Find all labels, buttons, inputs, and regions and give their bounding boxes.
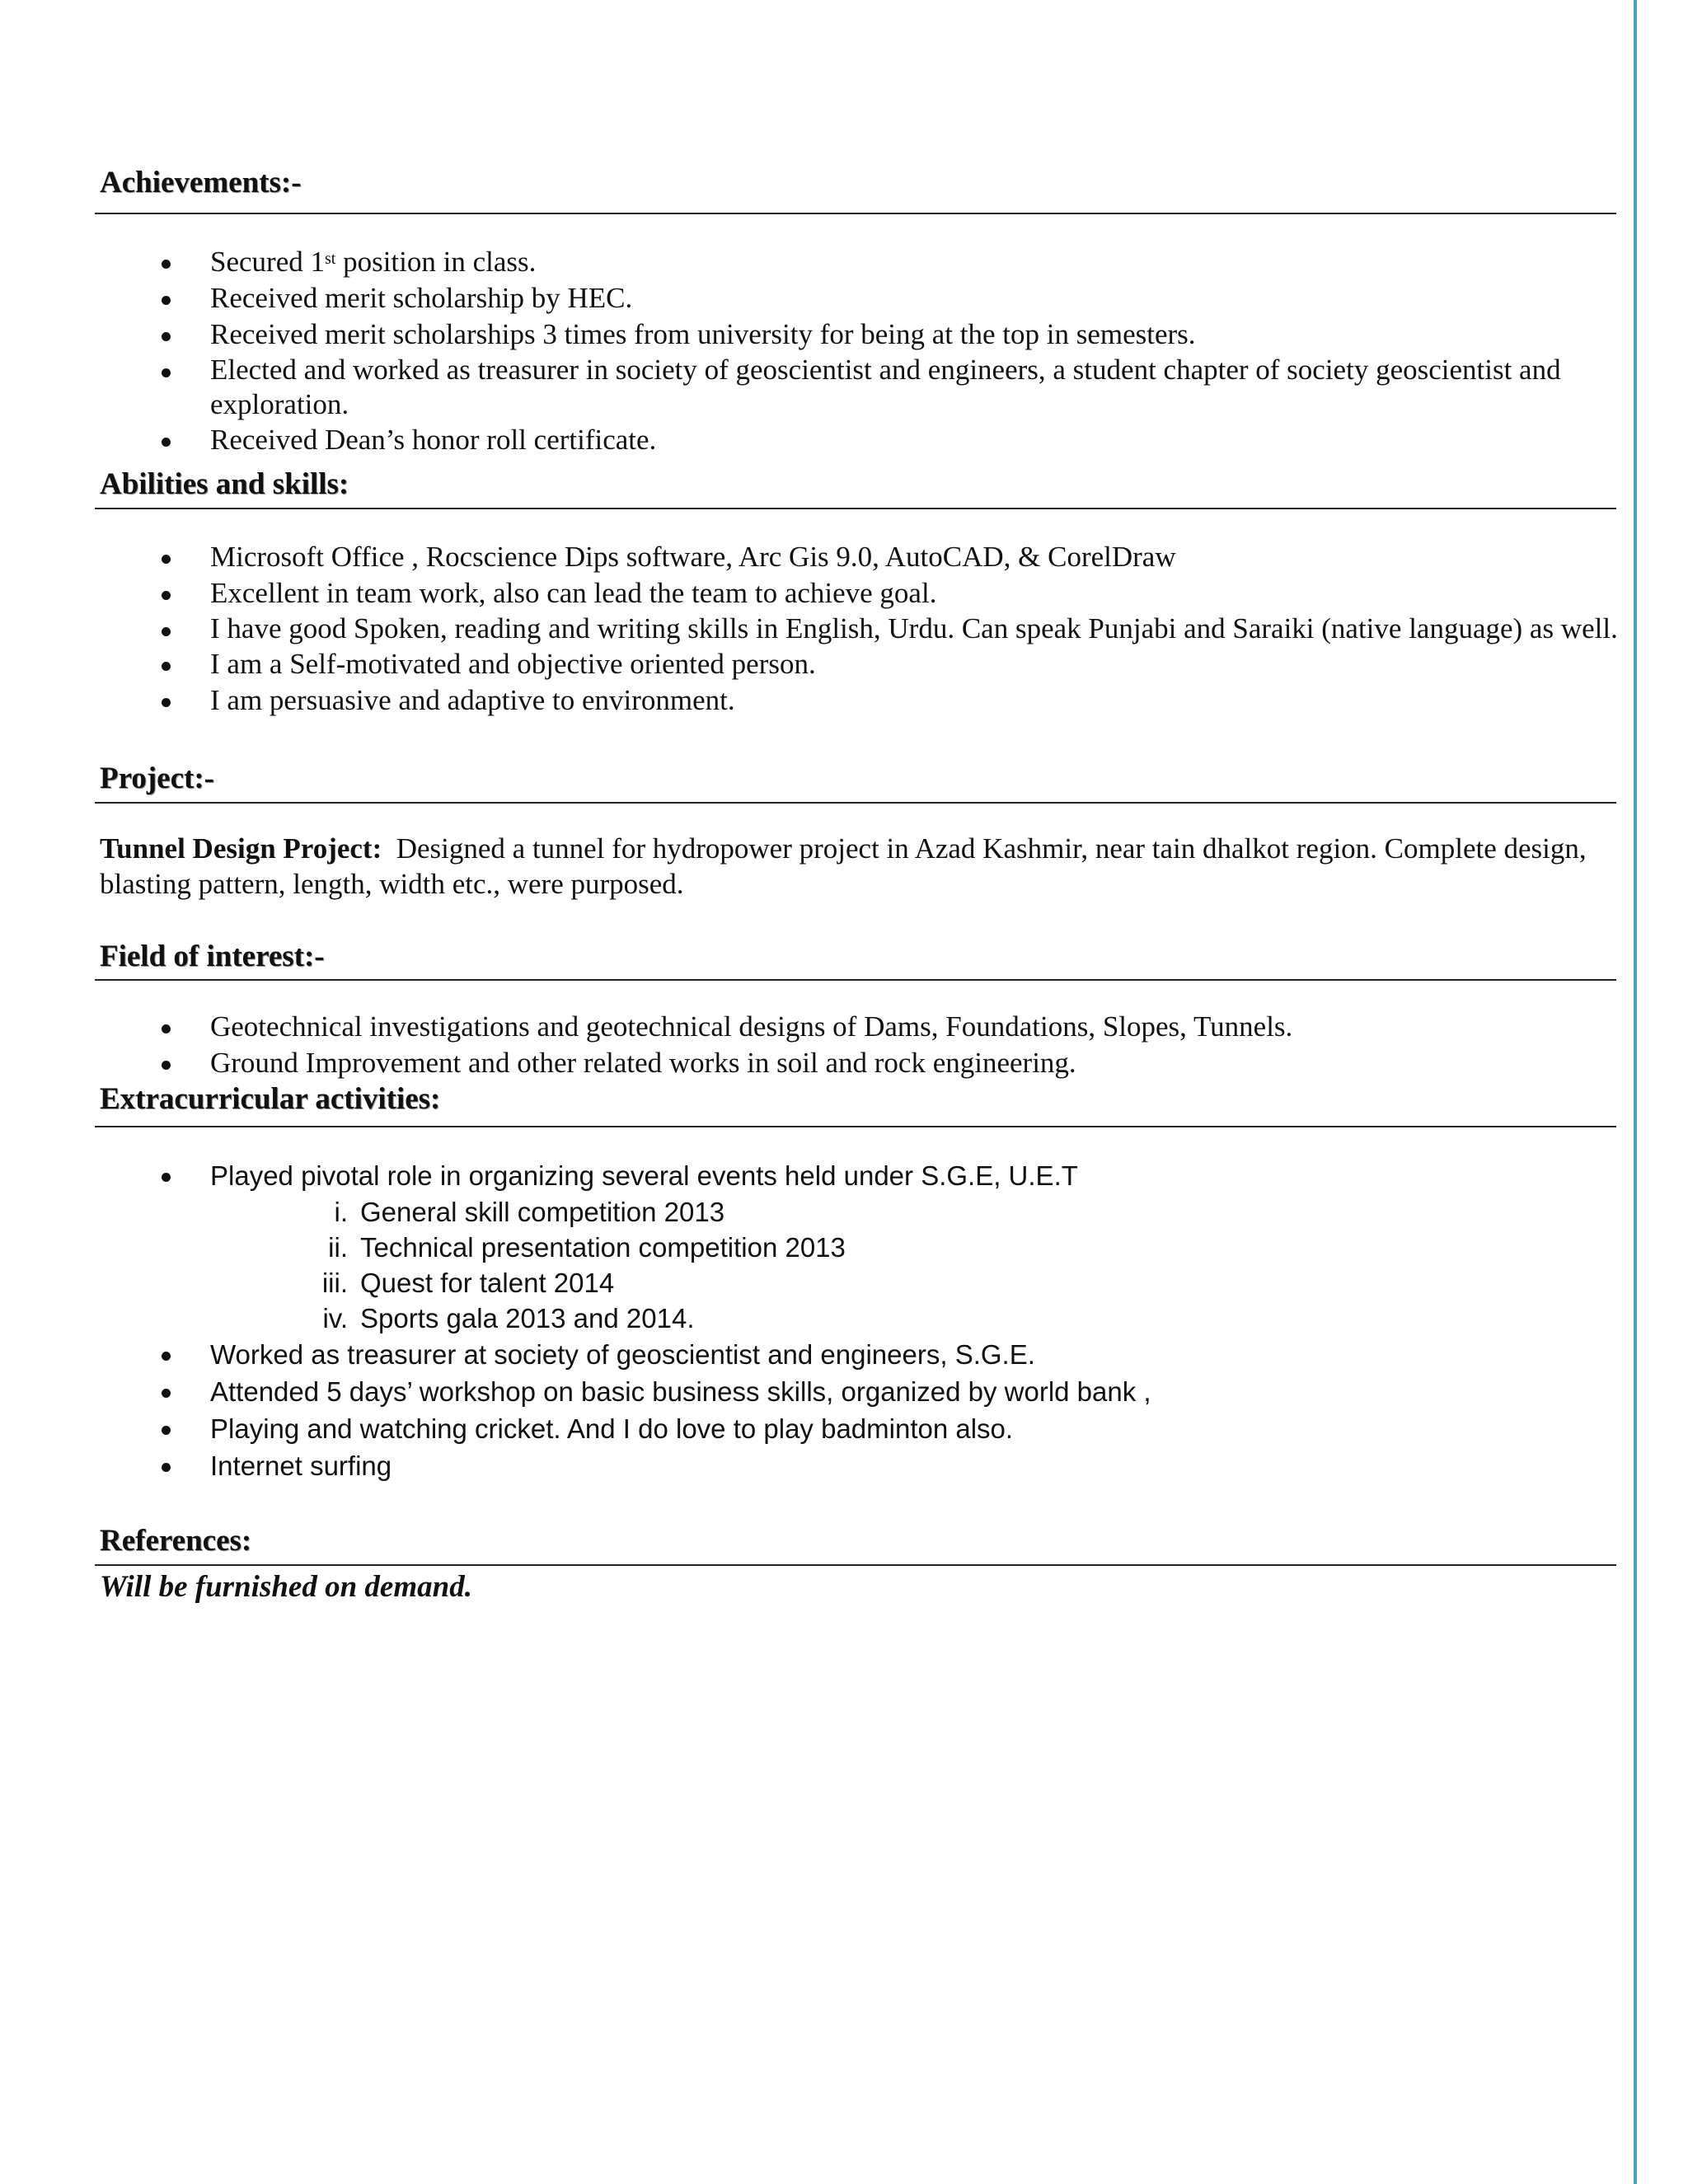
extracurricular-rule xyxy=(95,1126,1616,1127)
extracurricular-sublist xyxy=(0,1194,846,1336)
bullet-icon xyxy=(162,368,171,377)
bullet-icon xyxy=(162,1024,171,1033)
skills-heading: Abilities and skills: xyxy=(100,467,349,501)
bullet-icon xyxy=(162,1463,171,1472)
bullet-icon xyxy=(162,1426,171,1435)
bullet-icon xyxy=(162,438,171,447)
project-rule xyxy=(95,802,1616,804)
list-item: Received merit scholarships 3 times from university for being at the top in semesters. xyxy=(0,316,1620,353)
extracurricular-heading: Extracurricular activities: xyxy=(100,1082,441,1116)
bullet-icon xyxy=(162,1389,171,1398)
list-item: Elected and worked as treasurer in society of geoscientist and engineers, a student chapter of society geoscientist and exploration. xyxy=(0,353,1620,422)
bullet-icon xyxy=(162,332,171,341)
bullet-icon xyxy=(162,627,171,636)
references-heading: References: xyxy=(100,1524,252,1558)
interest-list xyxy=(0,1009,1620,1081)
skills-rule xyxy=(95,508,1616,509)
references-note: Will be furnished on demand. xyxy=(100,1570,472,1604)
bullet-icon xyxy=(162,1173,171,1182)
list-item: I am a Self-motivated and objective oriented person. xyxy=(0,646,1620,682)
list-item: Received Dean’s honor roll certificate. xyxy=(0,422,1620,458)
achievements-list xyxy=(0,244,1620,458)
achievements-rule xyxy=(95,213,1616,214)
list-item: Microsoft Office , Rocscience Dips software, Arc Gis 9.0, AutoCAD, & CorelDraw xyxy=(0,539,1620,575)
list-item: Secured 1st position in class. xyxy=(0,244,1620,280)
bullet-icon xyxy=(162,296,171,305)
page-border xyxy=(1634,0,1637,2184)
list-item: I am persuasive and adaptive to environment. xyxy=(0,682,1620,719)
bullet-icon xyxy=(162,1061,171,1070)
list-item: Received merit scholarship by HEC. xyxy=(0,280,1620,316)
bullet-icon xyxy=(162,591,171,600)
skills-list xyxy=(0,539,1620,719)
list-item: I have good Spoken, reading and writing skills in English, Urdu. Can speak Punjabi and Saraiki (native language) as well. xyxy=(0,612,1620,646)
bullet-icon xyxy=(162,1352,171,1361)
list-item: Ground Improvement and other related works in soil and rock engineering. xyxy=(0,1045,1620,1081)
bullet-icon xyxy=(162,260,171,269)
list-item: Playing and watching cricket. And I do love to play badminton also. xyxy=(0,1410,1620,1447)
list-item: Excellent in team work, also can lead the team to achieve goal. xyxy=(0,575,1620,612)
bullet-icon xyxy=(162,698,171,707)
sublist-item: i. General skill competition 2013 xyxy=(334,1197,725,1227)
list-item: Played pivotal role in organizing several events held under S.G.E, U.E.T xyxy=(0,1157,1620,1194)
list-item: Internet surfing xyxy=(0,1447,1620,1484)
interest-rule xyxy=(95,979,1616,981)
sublist-item: ii. Technical presentation competition 2013 xyxy=(328,1232,846,1263)
list-item: Attended 5 days’ workshop on basic business skills, organized by world bank , xyxy=(0,1373,1620,1410)
project-heading: Project:- xyxy=(100,762,214,795)
project-text: Designed a tunnel for hydropower project in Azad Kashmir, near tain dhalkot region. Complete design, blasting pattern, length, width etc., were purposed. xyxy=(100,832,1587,900)
sublist-item: iv. Sports gala 2013 and 2014. xyxy=(322,1303,695,1333)
list-item: Geotechnical investigations and geotechnical designs of Dams, Foundations, Slopes, Tunnels. xyxy=(0,1009,1620,1045)
extracurricular-list xyxy=(0,1336,1620,1484)
bullet-icon xyxy=(162,662,171,671)
sublist-item: iii. Quest for talent 2014 xyxy=(321,1268,615,1298)
extracurricular-lead-list xyxy=(0,1157,1620,1194)
project-title: Tunnel Design Project: xyxy=(100,832,382,865)
bullet-icon xyxy=(162,555,171,564)
interest-heading: Field of interest:- xyxy=(100,940,325,973)
project-description xyxy=(100,831,1600,902)
achievements-heading: Achievements:- xyxy=(100,166,302,199)
list-item: Worked as treasurer at society of geoscientist and engineers, S.G.E. xyxy=(0,1336,1620,1373)
references-rule xyxy=(95,1564,1616,1566)
